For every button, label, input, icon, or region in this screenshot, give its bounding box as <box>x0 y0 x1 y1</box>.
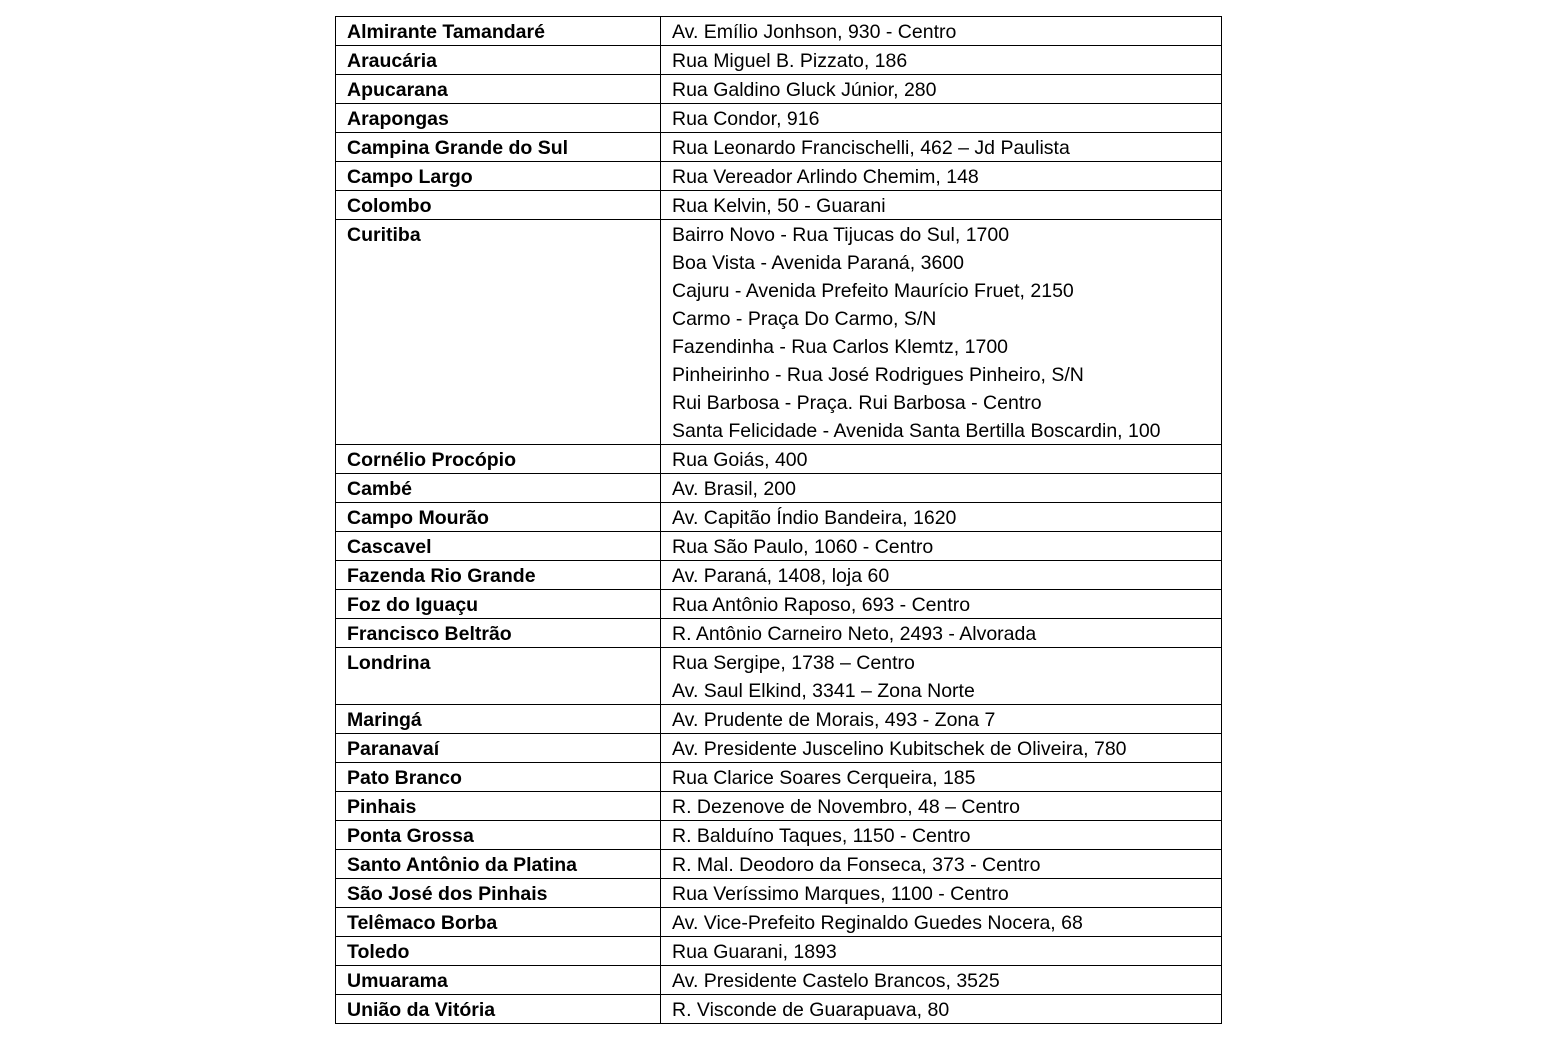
address-cell <box>661 966 1222 995</box>
address-line: Av. Prudente de Morais, 493 - Zona 7 <box>672 709 996 731</box>
address-line: R. Antônio Carneiro Neto, 2493 - Alvorada <box>672 623 1037 645</box>
address-line: Santa Felicidade - Avenida Santa Bertilla Boscardin, 100 <box>672 420 1161 442</box>
table-row <box>336 162 1222 191</box>
table-row <box>336 46 1222 75</box>
address-cell <box>661 133 1222 162</box>
address-line: R. Mal. Deodoro da Fonseca, 373 - Centro <box>672 854 1041 876</box>
city-cell: Telêmaco Borba <box>336 908 661 937</box>
city-cell: Pinhais <box>336 792 661 821</box>
city-cell: São José dos Pinhais <box>336 879 661 908</box>
table-row <box>336 937 1222 966</box>
address-line: Rua Leonardo Francischelli, 462 – Jd Paulista <box>672 137 1070 159</box>
table-row <box>336 648 1222 705</box>
city-cell: Apucarana <box>336 75 661 104</box>
address-line: Av. Presidente Juscelino Kubitschek de Oliveira, 780 <box>672 738 1127 760</box>
city-cell: Pato Branco <box>336 763 661 792</box>
address-line: Rui Barbosa - Praça. Rui Barbosa - Centro <box>672 392 1042 414</box>
city-cell: Campo Mourão <box>336 503 661 532</box>
address-line: Av. Presidente Castelo Brancos, 3525 <box>672 970 1000 992</box>
address-line: Rua São Paulo, 1060 - Centro <box>672 536 934 558</box>
city-cell: Maringá <box>336 705 661 734</box>
address-line: Rua Goiás, 400 <box>672 449 808 471</box>
address-line: Rua Vereador Arlindo Chemim, 148 <box>672 166 979 188</box>
city-cell: Londrina <box>336 648 661 705</box>
table-row <box>336 734 1222 763</box>
address-cell <box>661 17 1222 46</box>
address-line: Rua Antônio Raposo, 693 - Centro <box>672 594 971 616</box>
table-row <box>336 17 1222 46</box>
address-cell <box>661 445 1222 474</box>
address-line: Carmo - Praça Do Carmo, S/N <box>672 308 937 330</box>
address-line: Boa Vista - Avenida Paraná, 3600 <box>672 252 964 274</box>
table-row <box>336 879 1222 908</box>
address-line: Bairro Novo - Rua Tijucas do Sul, 1700 <box>672 224 1010 246</box>
address-cell <box>661 648 1222 705</box>
address-cell <box>661 532 1222 561</box>
address-cell <box>661 191 1222 220</box>
table-row <box>336 532 1222 561</box>
city-cell: Cascavel <box>336 532 661 561</box>
address-table <box>335 16 1222 1024</box>
table-row <box>336 191 1222 220</box>
address-line: Cajuru - Avenida Prefeito Maurício Fruet, 2150 <box>672 280 1074 302</box>
city-cell: Colombo <box>336 191 661 220</box>
city-cell: Cambé <box>336 474 661 503</box>
city-cell: Umuarama <box>336 966 661 995</box>
city-cell: Toledo <box>336 937 661 966</box>
city-cell: Arapongas <box>336 104 661 133</box>
address-line: Rua Guarani, 1893 <box>672 941 837 963</box>
city-cell: Fazenda Rio Grande <box>336 561 661 590</box>
table-row <box>336 75 1222 104</box>
address-cell <box>661 220 1222 445</box>
table-row <box>336 133 1222 162</box>
table-row <box>336 220 1222 445</box>
city-cell: Curitiba <box>336 220 661 445</box>
table-row <box>336 590 1222 619</box>
address-line: Av. Saul Elkind, 3341 – Zona Norte <box>672 680 975 702</box>
address-line: Fazendinha - Rua Carlos Klemtz, 1700 <box>672 336 1009 358</box>
table-row <box>336 104 1222 133</box>
address-cell <box>661 792 1222 821</box>
city-cell: Foz do Iguaçu <box>336 590 661 619</box>
table-row <box>336 503 1222 532</box>
table-row <box>336 966 1222 995</box>
address-cell <box>661 705 1222 734</box>
address-cell <box>661 474 1222 503</box>
table-row <box>336 995 1222 1024</box>
city-cell: Araucária <box>336 46 661 75</box>
address-cell <box>661 619 1222 648</box>
address-cell <box>661 162 1222 191</box>
address-cell <box>661 590 1222 619</box>
table-row <box>336 792 1222 821</box>
address-line: Rua Condor, 916 <box>672 108 820 130</box>
address-cell <box>661 995 1222 1024</box>
address-line: Av. Vice-Prefeito Reginaldo Guedes Nocera, 68 <box>672 912 1083 934</box>
address-cell <box>661 937 1222 966</box>
address-line: Rua Sergipe, 1738 – Centro <box>672 652 915 674</box>
address-cell <box>661 75 1222 104</box>
address-line: Av. Emílio Jonhson, 930 - Centro <box>672 21 957 43</box>
table-row <box>336 445 1222 474</box>
table-row <box>336 763 1222 792</box>
city-cell: Cornélio Procópio <box>336 445 661 474</box>
address-cell <box>661 503 1222 532</box>
address-cell <box>661 104 1222 133</box>
table-row <box>336 561 1222 590</box>
address-line: Av. Brasil, 200 <box>672 478 796 500</box>
address-line: Rua Clarice Soares Cerqueira, 185 <box>672 767 976 789</box>
address-cell <box>661 879 1222 908</box>
table-row <box>336 821 1222 850</box>
table-row <box>336 850 1222 879</box>
address-cell <box>661 46 1222 75</box>
address-cell <box>661 850 1222 879</box>
address-line: R. Visconde de Guarapuava, 80 <box>672 999 950 1021</box>
address-line: Rua Galdino Gluck Júnior, 280 <box>672 79 937 101</box>
table-row <box>336 619 1222 648</box>
city-cell: Campo Largo <box>336 162 661 191</box>
table-row <box>336 908 1222 937</box>
address-line: Pinheirinho - Rua José Rodrigues Pinheiro, S/N <box>672 364 1084 386</box>
address-line: Rua Veríssimo Marques, 1100 - Centro <box>672 883 1009 905</box>
city-cell: Francisco Beltrão <box>336 619 661 648</box>
address-line: Av. Capitão Índio Bandeira, 1620 <box>672 507 957 529</box>
address-line: Rua Miguel B. Pizzato, 186 <box>672 50 908 72</box>
table-row <box>336 474 1222 503</box>
table-row <box>336 705 1222 734</box>
city-cell: Paranavaí <box>336 734 661 763</box>
address-cell <box>661 763 1222 792</box>
address-cell <box>661 908 1222 937</box>
address-line: R. Dezenove de Novembro, 48 – Centro <box>672 796 1020 818</box>
city-cell: Ponta Grossa <box>336 821 661 850</box>
address-line: Av. Paraná, 1408, loja 60 <box>672 565 890 587</box>
city-cell: Almirante Tamandaré <box>336 17 661 46</box>
address-cell <box>661 821 1222 850</box>
city-cell: União da Vitória <box>336 995 661 1024</box>
address-cell <box>661 561 1222 590</box>
address-cell <box>661 734 1222 763</box>
address-line: R. Balduíno Taques, 1150 - Centro <box>672 825 971 847</box>
address-table-body <box>336 17 1222 1024</box>
city-cell: Santo Antônio da Platina <box>336 850 661 879</box>
address-line: Rua Kelvin, 50 - Guarani <box>672 195 886 217</box>
city-cell: Campina Grande do Sul <box>336 133 661 162</box>
